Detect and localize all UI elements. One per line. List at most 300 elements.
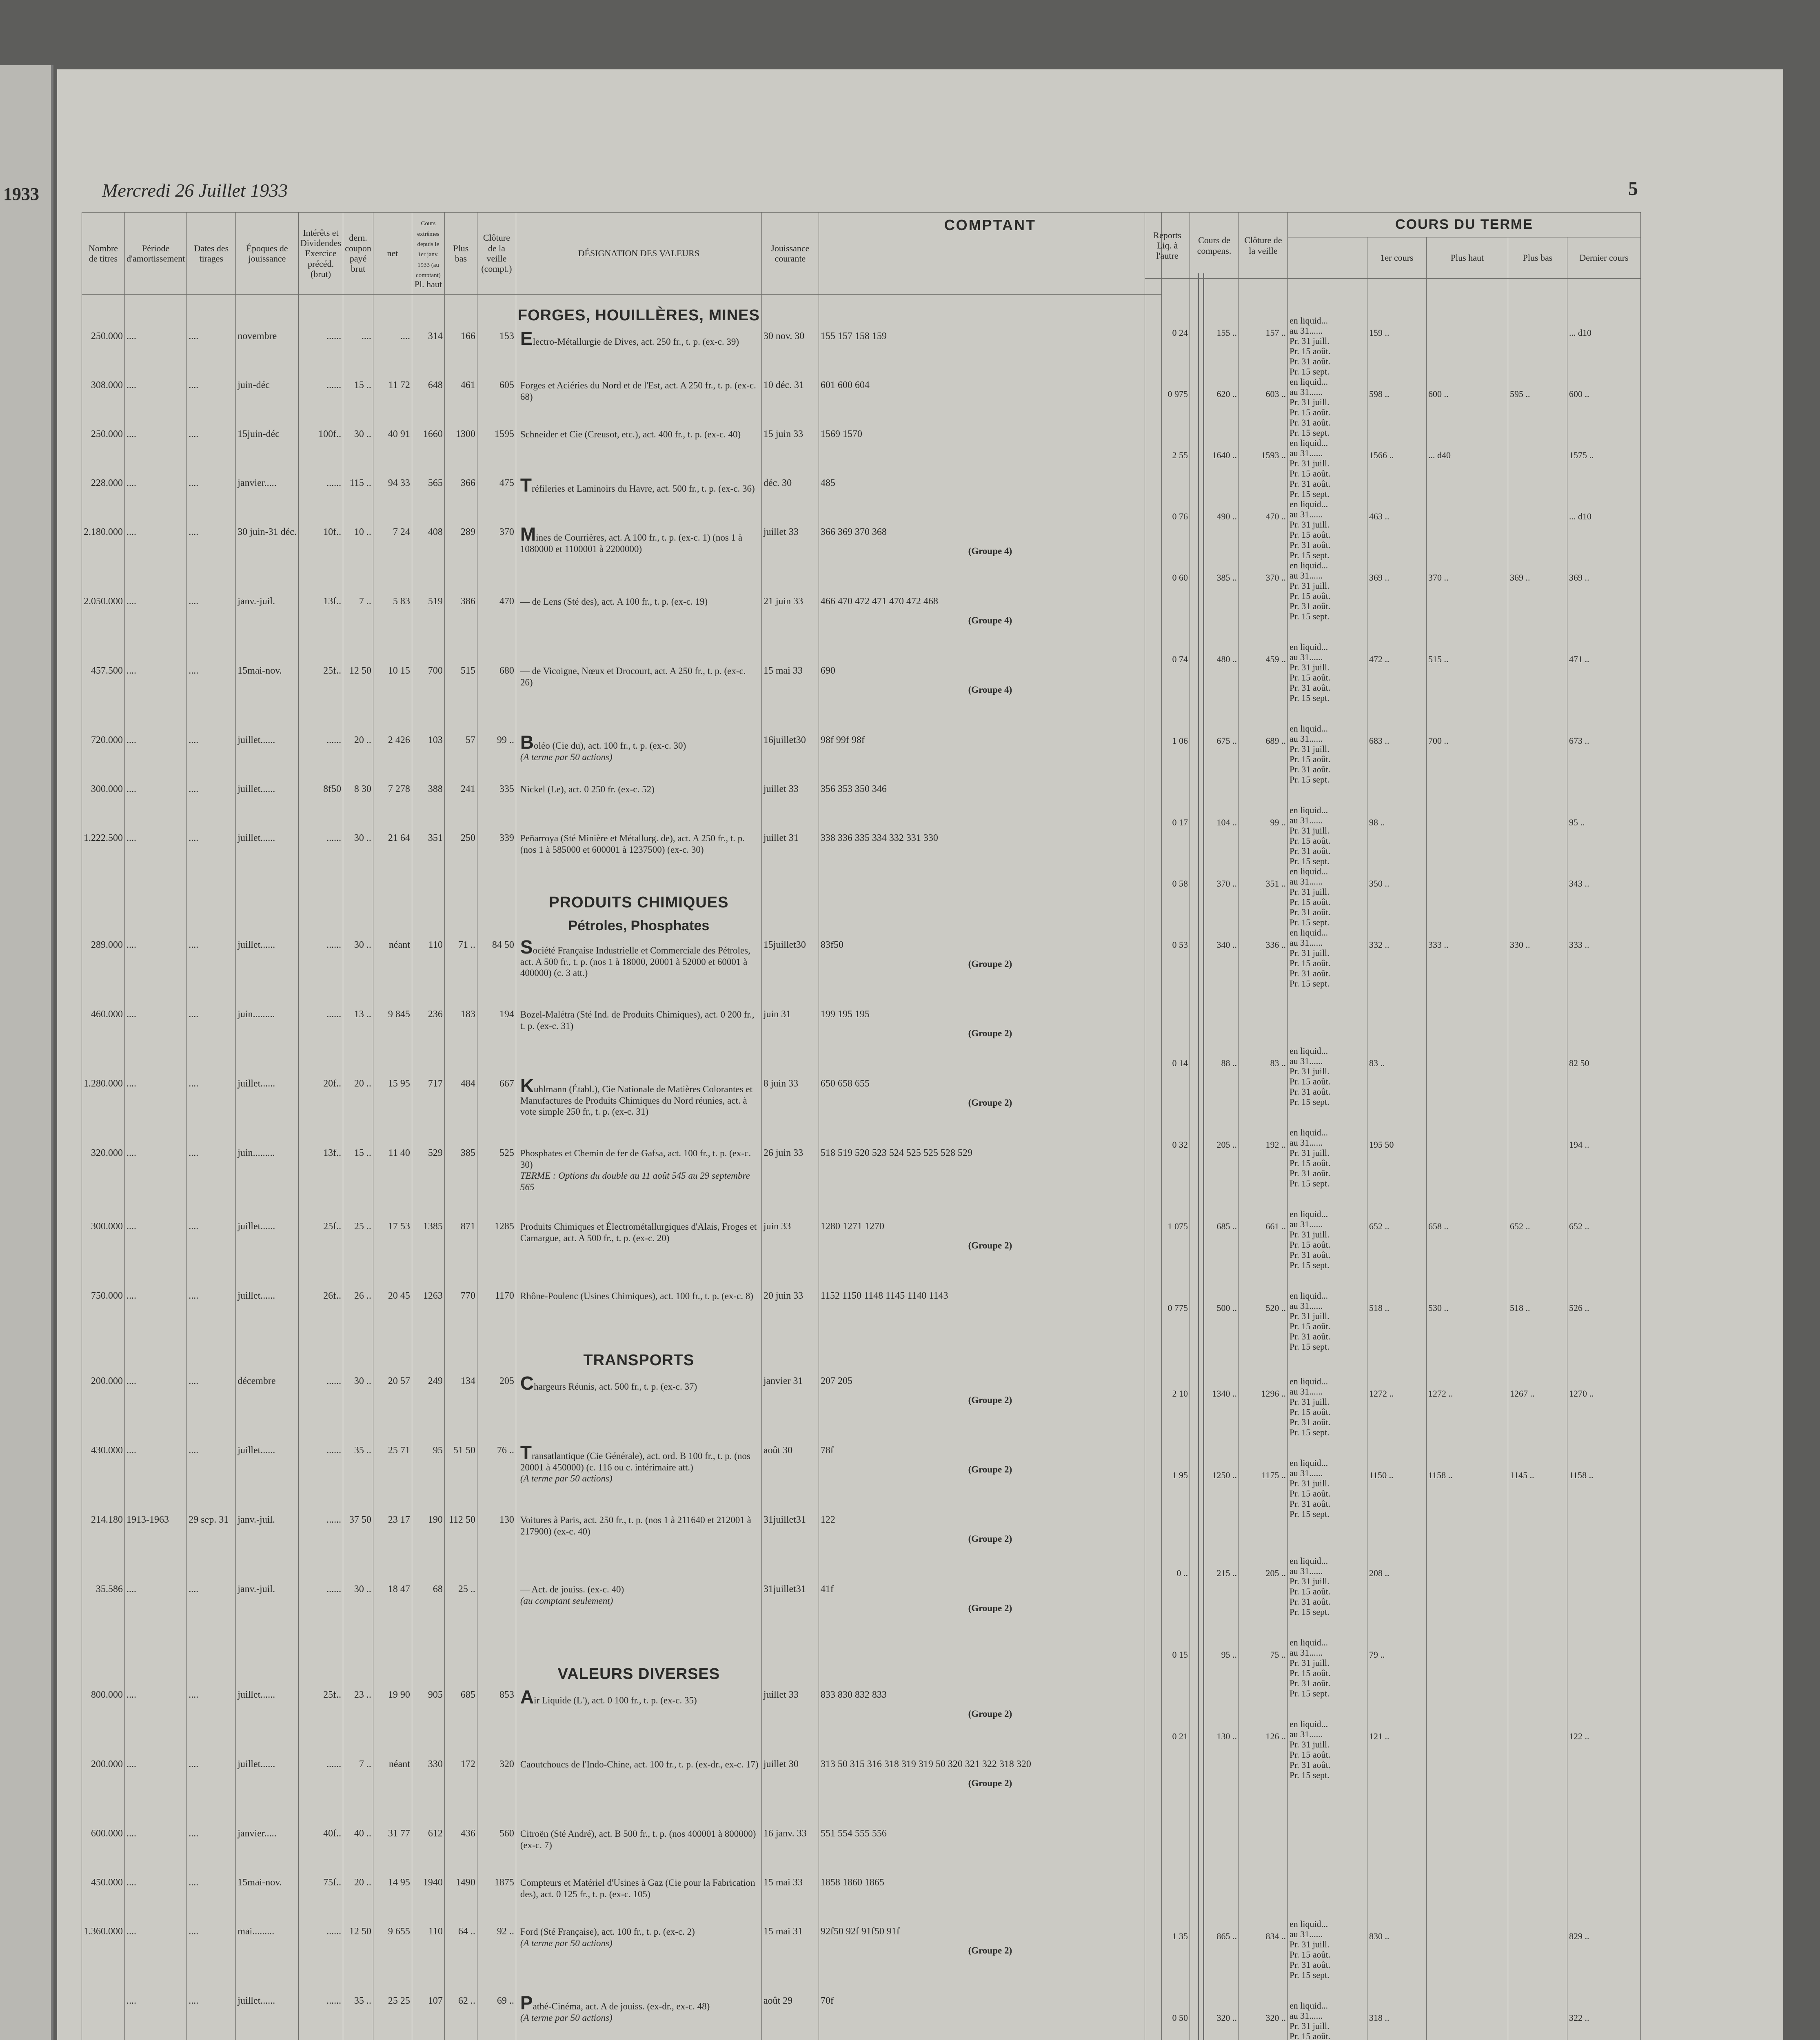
drop-initial: S [520, 940, 533, 958]
security-name: Peñarroya (Sté Minière et Métallurg. de), act. A 250 fr., t. p. (nos 1 à 585000 et 600001 à 1237500) (ex-c. 30) [520, 833, 745, 855]
section-spacer [82, 882, 125, 940]
echeance-label: Pr. 15 sept. [1290, 1342, 1329, 1352]
cell-nombre: 2.180.000 [82, 527, 125, 596]
cell-periode: .... [125, 596, 187, 665]
group-label: (Groupe 2) [968, 959, 1012, 969]
cell-comptant [819, 1877, 1161, 1926]
term-cell-reports: 2 55 [1145, 438, 1190, 499]
section-spacer [373, 882, 412, 940]
cell-exercice: 8f50 [298, 784, 343, 833]
cell-cloture: 153 [477, 331, 516, 380]
echeance-label: au 31...... [1290, 1929, 1323, 1939]
term-row [1145, 315, 1641, 377]
echeance-label: au 31...... [1290, 326, 1323, 336]
cell-periode: .... [125, 429, 187, 478]
echeance-label: Pr. 15 août. [1290, 897, 1331, 907]
cell-net: 25 71 [373, 1445, 412, 1514]
term-spacer [1427, 989, 1508, 1046]
table-row [82, 1078, 1162, 1148]
cell-cloture: 194 [477, 1009, 516, 1078]
cell-plus-haut: 110 [412, 1926, 444, 1996]
echeance-label: Pr. 15 août. [1290, 836, 1331, 846]
cell-exercice: ...... [298, 1514, 343, 1584]
term-cell-plus-bas: 652 .. [1508, 1209, 1567, 1291]
term-cell-cours-compens: 1640 .. [1190, 438, 1239, 499]
section-spacer [187, 295, 236, 331]
drop-initial: E [520, 331, 533, 349]
echeance-label: au 31...... [1290, 387, 1323, 397]
col-exercice [298, 213, 343, 295]
cell-dates-tirages: 29 sep. 31 [187, 1514, 236, 1584]
cell-brut: 26 .. [343, 1291, 373, 1339]
echeance-label: Pr. 31 juill. [1290, 1229, 1329, 1240]
security-name: ir Liquide (L'), act. 0 100 fr., t. p. (ex-c. 35) [534, 1695, 697, 1705]
section-spacer [82, 1653, 125, 1690]
cell-exercice: ...... [298, 833, 343, 882]
cell-cloture: 1875 [477, 1877, 516, 1926]
term-cell-premier: 1272 .. [1367, 1376, 1427, 1458]
term-col-plus-haut: Plus haut [1427, 237, 1508, 279]
cell-cloture: 335 [477, 784, 516, 833]
term-spacer [1427, 1882, 1508, 1919]
comptant-prices: 551 554 555 556 [820, 1828, 887, 1839]
comptant-prices: 199 195 195 [820, 1009, 870, 1020]
col-designation: DÉSIGNATION DES VALEURS [516, 213, 761, 295]
newspaper-page [57, 69, 1783, 2040]
term-cell-cloture: 689 .. [1239, 723, 1288, 805]
cell-nombre: 720.000 [82, 735, 125, 784]
section-subtitle: Pétroles, Phosphates [568, 918, 710, 934]
cell-jouissance: juillet 31 [761, 833, 819, 882]
echeance-label: au 31...... [1290, 1468, 1323, 1478]
cell-jouissance: 15juillet30 [761, 940, 819, 1009]
echeance-label: Pr. 15 août. [1290, 1586, 1331, 1597]
cell-nombre: 300.000 [82, 1221, 125, 1291]
comptant-prices: 1858 1860 1865 [820, 1877, 884, 1888]
echeance-label: en liquid... [1290, 1376, 1328, 1386]
table-row [82, 429, 1162, 478]
term-cell-cloture: 83 .. [1239, 1046, 1288, 1127]
comptant-prices: 70f [820, 1996, 834, 2006]
cell-cloture: 680 [477, 665, 516, 735]
term-spacer [1145, 1882, 1190, 1919]
cell-net: 20 57 [373, 1376, 412, 1445]
cell-plus-bas: 112 50 [444, 1514, 477, 1584]
echeance-label: au 31...... [1290, 509, 1323, 519]
term-cell-cours-compens: 130 .. [1190, 1719, 1239, 1801]
cell-plus-bas: 1300 [444, 429, 477, 478]
term-cell-plus-haut [1427, 805, 1508, 866]
echeance-label: Pr. 15 sept. [1290, 366, 1329, 377]
term-cell-plus-bas [1508, 1127, 1567, 1209]
comptant-prices: 1152 1150 1148 1145 1140 1143 [820, 1291, 948, 1301]
security-name: lectro-Métallurgie de Dives, act. 250 fr., t. p. (ex-c. 39) [533, 337, 739, 347]
designation-cell [516, 1926, 761, 1996]
cell-periode: .... [125, 940, 187, 1009]
designation-cell [516, 1221, 761, 1291]
term-cell-plus-haut: 700 .. [1427, 723, 1508, 805]
cell-epoques: juillet...... [236, 1690, 299, 1759]
security-note: (A terme par 50 actions) [520, 1938, 613, 1948]
cell-jouissance: 15 mai 31 [761, 1926, 819, 1996]
echeance-label: Pr. 15 sept. [1290, 1178, 1329, 1189]
term-cell-plus-bas [1508, 866, 1567, 927]
cell-nombre: 300.000 [82, 784, 125, 833]
echeance-label: Pr. 31 août. [1290, 1678, 1331, 1688]
term-cell-cours-compens: 480 .. [1190, 642, 1239, 723]
term-row [1145, 927, 1641, 989]
cell-brut: 15 .. [343, 380, 373, 429]
cell-comptant [819, 1690, 1161, 1759]
echeance-label: en liquid... [1290, 1127, 1328, 1138]
term-col-cours-compens: Cours de compens. [1190, 213, 1239, 279]
cell-comptant [819, 1996, 1161, 2040]
term-cell-cloture: 520 .. [1239, 1291, 1288, 1376]
term-cell-plus-bas: 595 .. [1508, 377, 1567, 438]
cell-epoques: 30 juin-31 déc. [236, 527, 299, 596]
table-row [82, 1926, 1162, 1996]
cell-nombre: 214.180 [82, 1514, 125, 1584]
cell-cloture [477, 1584, 516, 1653]
term-cell-echeances [1288, 805, 1367, 866]
cell-dates-tirages: .... [187, 1828, 236, 1877]
term-cell-plus-bas: 518 .. [1508, 1291, 1567, 1376]
cell-nombre: 460.000 [82, 1009, 125, 1078]
cell-comptant [819, 1926, 1161, 1996]
cell-brut: 7 .. [343, 596, 373, 665]
cell-dates-tirages: .... [187, 784, 236, 833]
cell-cloture: 853 [477, 1690, 516, 1759]
cell-jouissance: 31juillet31 [761, 1584, 819, 1653]
cell-dates-tirages: .... [187, 940, 236, 1009]
cell-nombre: 308.000 [82, 380, 125, 429]
cell-exercice: 13f.. [298, 1148, 343, 1221]
cell-jouissance: janvier 31 [761, 1376, 819, 1445]
section-heading [516, 882, 761, 940]
security-name: ines de Courrières, act. A 100 fr., t. p. (ex-c. 1) (nos 1 à 1080000 et 1100001 à 2200000) [520, 532, 743, 554]
term-cell-cloture: 192 .. [1239, 1127, 1288, 1209]
echeance-label: Pr. 15 août. [1290, 1949, 1331, 1960]
echeance-label: Pr. 15 août. [1290, 1488, 1331, 1499]
cell-brut: 30 .. [343, 1376, 373, 1445]
term-cell-cloture: 99 .. [1239, 805, 1288, 866]
cell-dates-tirages: .... [187, 1148, 236, 1221]
designation-cell [516, 784, 761, 833]
cell-plus-bas: 770 [444, 1291, 477, 1339]
term-cell-dernier: 322 .. [1567, 2000, 1641, 2040]
cell-exercice: ...... [298, 1926, 343, 1996]
cell-plus-haut: 1263 [412, 1291, 444, 1339]
table-row [82, 1828, 1162, 1877]
comptant-prices: 1569 1570 [820, 429, 862, 439]
cell-plus-haut: 408 [412, 527, 444, 596]
section-spacer [236, 882, 299, 940]
security-note: (A terme par 50 actions) [520, 1473, 613, 1484]
term-cell-dernier [1567, 1801, 1641, 1882]
section-spacer [236, 1653, 299, 1690]
echeance-label: Pr. 31 juill. [1290, 948, 1329, 958]
cell-cloture: 99 .. [477, 735, 516, 784]
cell-periode: .... [125, 784, 187, 833]
security-name: — de Vicoigne, Nœux et Drocourt, act. A 250 fr., t. p. (ex-c. 26) [520, 666, 746, 687]
cell-periode: .... [125, 1828, 187, 1877]
echeance-label: Pr. 31 juill. [1290, 2021, 1329, 2031]
cell-cloture: 560 [477, 1828, 516, 1877]
drop-initial: A [520, 1690, 534, 1707]
cell-dates-tirages: .... [187, 429, 236, 478]
term-cell-reports: 1 075 [1145, 1209, 1190, 1291]
cell-plus-haut: 190 [412, 1514, 444, 1584]
cell-nombre: 250.000 [82, 331, 125, 380]
table-row [82, 1690, 1162, 1759]
echeance-label: Pr. 31 juill. [1290, 825, 1329, 836]
table-row [82, 665, 1162, 735]
term-spacer [1145, 989, 1190, 1046]
comptant-prices: 366 369 370 368 [820, 527, 887, 537]
table-row [82, 1009, 1162, 1078]
col-nombre: Nombre de titres [82, 213, 125, 295]
term-cell-cloture: 1296 .. [1239, 1376, 1288, 1458]
section-row [82, 295, 1162, 331]
col-exercice-label: Exercice précéd. (brut) [305, 248, 337, 279]
cell-plus-haut: 717 [412, 1078, 444, 1148]
cell-plus-bas: 71 .. [444, 940, 477, 1009]
section-spacer [125, 1653, 187, 1690]
section-spacer [82, 295, 125, 331]
cell-comptant [819, 735, 1161, 784]
cell-exercice: ...... [298, 940, 343, 1009]
term-cell-plus-bas [1508, 2000, 1567, 2040]
echeance-label: Pr. 31 août. [1290, 1087, 1331, 1097]
cell-nombre: 430.000 [82, 1445, 125, 1514]
term-row [1145, 805, 1641, 866]
group-label: (Groupe 2) [968, 1395, 1012, 1405]
group-label: (Groupe 2) [968, 1603, 1012, 1613]
cell-nombre: 228.000 [82, 478, 125, 527]
term-row [1145, 1719, 1641, 1801]
cell-dates-tirages: .... [187, 527, 236, 596]
comptant-prices: 313 50 315 316 318 319 319 50 320 321 322 318 320 [820, 1759, 1031, 1769]
cell-plus-haut: 110 [412, 940, 444, 1009]
echeance-label: Pr. 15 août. [1290, 1158, 1331, 1168]
term-spacer [1567, 1882, 1641, 1919]
echeance-label: Pr. 15 août. [1290, 407, 1331, 417]
cell-plus-bas: 436 [444, 1828, 477, 1877]
term-cell-plus-haut: 658 .. [1427, 1209, 1508, 1291]
cell-plus-haut: 388 [412, 784, 444, 833]
drop-initial: T [520, 478, 532, 496]
cell-jouissance: juillet 30 [761, 1759, 819, 1828]
echeance-label: Pr. 15 sept. [1290, 1607, 1329, 1617]
drop-initial: P [520, 1996, 533, 2013]
echeance-label: Pr. 31 juill. [1290, 397, 1329, 407]
cell-cloture: 339 [477, 833, 516, 882]
cell-cloture: 76 .. [477, 1445, 516, 1514]
term-section-row [1145, 1519, 1641, 1556]
term-cell-premier: 518 .. [1367, 1291, 1427, 1376]
cell-epoques: juillet...... [236, 1078, 299, 1148]
cell-brut: 30 .. [343, 940, 373, 1009]
cell-dates-tirages: .... [187, 1291, 236, 1339]
term-cell-cours-compens: 675 .. [1190, 723, 1239, 805]
cell-jouissance: 20 juin 33 [761, 1291, 819, 1339]
group-label: (Groupe 4) [968, 615, 1012, 625]
echeance-label: Pr. 15 sept. [1290, 774, 1329, 785]
echeance-label: Pr. 31 août. [1290, 479, 1331, 489]
comptant-prices: 485 [820, 478, 835, 488]
term-cell-dernier [1567, 1556, 1641, 1637]
security-name: Citroën (Sté André), act. B 500 fr., t. p. (nos 400001 à 800000) (ex-c. 7) [520, 1829, 756, 1850]
cell-jouissance: 15 mai 33 [761, 1877, 819, 1926]
term-cell-dernier [1567, 1637, 1641, 1719]
term-cell-dernier: ... d10 [1567, 499, 1641, 560]
cell-periode: .... [125, 1291, 187, 1339]
term-cell-plus-haut: ... d40 [1427, 438, 1508, 499]
term-cell-premier: 208 .. [1367, 1556, 1427, 1637]
comptant-prices: 122 [820, 1514, 835, 1525]
echeance-label: Pr. 15 août. [1290, 1321, 1331, 1331]
security-name: Forges et Aciéries du Nord et de l'Est, act. A 250 fr., t. p. (ex-c. 68) [520, 380, 756, 402]
term-cell-dernier: 1270 .. [1567, 1376, 1641, 1458]
cell-plus-haut: 565 [412, 478, 444, 527]
term-cell-plus-haut [1427, 315, 1508, 377]
echeance-label: en liquid... [1290, 866, 1328, 876]
security-note: (A terme par 50 actions) [520, 752, 613, 762]
echeance-label: Pr. 15 août. [1290, 754, 1331, 764]
term-cell-echeances [1288, 1291, 1367, 1376]
comptant-prices: 78f [820, 1445, 834, 1456]
cell-jouissance: 8 juin 33 [761, 1078, 819, 1148]
cell-periode: .... [125, 1078, 187, 1148]
cell-epoques: 15mai-nov. [236, 665, 299, 735]
term-cell-echeances [1288, 866, 1367, 927]
term-row [1145, 723, 1641, 805]
table-row [82, 1221, 1162, 1291]
echeance-label: Pr. 31 juill. [1290, 519, 1329, 530]
echeance-label: en liquid... [1290, 2000, 1328, 2011]
echeance-label: Pr. 31 juill. [1290, 1939, 1329, 1949]
comptant-prices: 83f50 [820, 940, 843, 950]
designation-cell [516, 527, 761, 596]
term-row [1145, 499, 1641, 560]
term-cell-dernier: 673 .. [1567, 723, 1641, 805]
term-spacer [1288, 1519, 1367, 1556]
cell-brut: 30 .. [343, 833, 373, 882]
echeance-label: Pr. 31 août. [1290, 1250, 1331, 1260]
cell-cloture: 69 .. [477, 1996, 516, 2040]
cell-dates-tirages: .... [187, 735, 236, 784]
term-cell-dernier: ... d10 [1567, 315, 1641, 377]
term-cell-cloture: 1175 .. [1239, 1458, 1288, 1519]
cell-nombre: 200.000 [82, 1759, 125, 1828]
cell-jouissance: juillet 33 [761, 784, 819, 833]
echeance-label: en liquid... [1290, 1637, 1328, 1648]
cell-periode: .... [125, 735, 187, 784]
group-label: (Groupe 2) [968, 1778, 1012, 1788]
group-label: (Groupe 4) [968, 546, 1012, 556]
echeance-label: Pr. 31 août. [1290, 968, 1331, 978]
cell-periode: .... [125, 1926, 187, 1996]
echeance-label: Pr. 15 sept. [1290, 1260, 1329, 1270]
cell-plus-haut: 68 [412, 1584, 444, 1653]
comptant-table [82, 212, 1162, 2040]
cell-plus-bas: 62 .. [444, 1996, 477, 2040]
cell-comptant [819, 1514, 1161, 1584]
echeance-label: Pr. 31 juill. [1290, 1311, 1329, 1321]
cell-brut: 13 .. [343, 1009, 373, 1078]
cell-nombre: 200.000 [82, 1376, 125, 1445]
echeance-label: en liquid... [1290, 560, 1328, 570]
cell-nombre: 600.000 [82, 1828, 125, 1877]
col-brut-label: brut [351, 264, 366, 274]
term-cell-premier: 472 .. [1367, 642, 1427, 723]
echeance-label: Pr. 31 août. [1290, 764, 1331, 774]
term-cell-reports: 1 06 [1145, 723, 1190, 805]
cell-dates-tirages: .... [187, 380, 236, 429]
section-row [82, 882, 1162, 940]
designation-cell [516, 1445, 761, 1514]
col-dern-coupon: dern. coupon payé [345, 233, 371, 264]
term-cell-plus-haut: 600 .. [1427, 377, 1508, 438]
term-cell-premier: 1566 .. [1367, 438, 1427, 499]
section-spacer [373, 295, 412, 331]
designation-cell [516, 1690, 761, 1759]
section-spacer [477, 1339, 516, 1376]
cell-cloture: 1595 [477, 429, 516, 478]
cell-epoques: juillet...... [236, 1221, 299, 1291]
cell-exercice: 40f.. [298, 1828, 343, 1877]
cell-jouissance: août 30 [761, 1445, 819, 1514]
cell-dates-tirages: .... [187, 665, 236, 735]
table-row [82, 1376, 1162, 1445]
cell-jouissance: 10 déc. 31 [761, 380, 819, 429]
cell-comptant [819, 784, 1161, 833]
echeance-label: Pr. 31 juill. [1290, 1148, 1329, 1158]
cell-exercice: ...... [298, 380, 343, 429]
cell-net: 7 278 [373, 784, 412, 833]
section-spacer [187, 1653, 236, 1690]
term-cell-dernier: 1575 .. [1567, 438, 1641, 499]
group-label: (Groupe 2) [968, 1945, 1012, 1956]
section-spacer [343, 1653, 373, 1690]
echeance-label: en liquid... [1290, 1556, 1328, 1566]
term-cell-plus-bas: 1267 .. [1508, 1376, 1567, 1458]
echeance-label: Pr. 31 août. [1290, 540, 1331, 550]
group-label: (Groupe 2) [968, 1098, 1012, 1108]
section-spacer [298, 882, 343, 940]
term-cell-cours-compens: 500 .. [1190, 1291, 1239, 1376]
cell-brut: 8 30 [343, 784, 373, 833]
echeance-label: en liquid... [1290, 1291, 1328, 1301]
echeance-label: Pr. 31 juill. [1290, 1658, 1329, 1668]
echeance-label: au 31...... [1290, 1138, 1323, 1148]
echeance-label: en liquid... [1290, 1458, 1328, 1468]
table-row [82, 596, 1162, 665]
drop-initial: B [520, 735, 534, 753]
term-cell-plus-haut: 1158 .. [1427, 1458, 1508, 1519]
echeance-label: au 31...... [1290, 1648, 1323, 1658]
echeance-label: Pr. 31 juill. [1290, 1066, 1329, 1076]
echeance-label: Pr. 15 août. [1290, 1668, 1331, 1678]
section-spacer [819, 1339, 1161, 1376]
cell-exercice: 20f.. [298, 1078, 343, 1148]
term-cell-premier: 121 .. [1367, 1719, 1427, 1801]
term-cell-plus-bas [1508, 1046, 1567, 1127]
term-cell-plus-bas [1508, 1719, 1567, 1801]
designation-cell [516, 331, 761, 380]
term-cell-premier: 159 .. [1367, 315, 1427, 377]
page-number: 5 [1628, 178, 1638, 200]
